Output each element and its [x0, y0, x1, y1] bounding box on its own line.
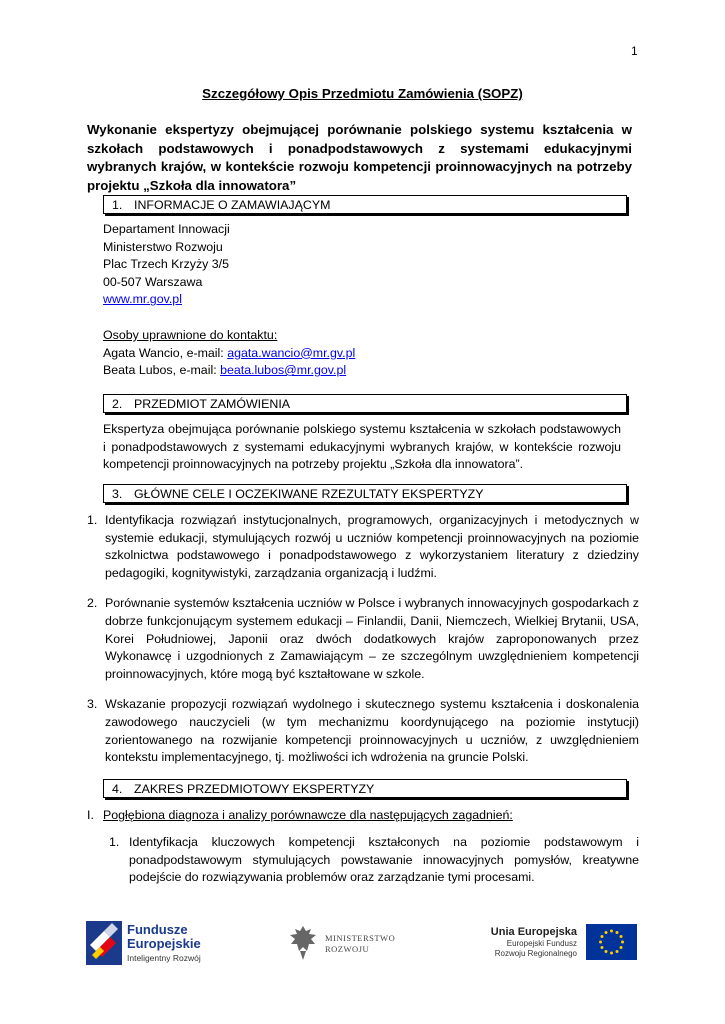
website-link[interactable]: www.mr.gov.pl [103, 292, 182, 307]
eagle-emblem-icon [287, 924, 319, 962]
document-title: Szczegółowy Opis Przedmiotu Zamówienia (SOPZ) [202, 86, 523, 101]
contractor-city: 00-507 Warszawa [103, 274, 203, 289]
document-subtitle: Wykonanie ekspertyzy obejmującej porównanie polskiego systemu kształcenia w szkołach podstawowych i ponadpodstawowych z systemami edukacyjnymi wybranych krajów, w kontekście rozwoju kompetencji proinnowacyjnych na potrzeby projektu „Szkoła dla innowatora” [87, 122, 632, 193]
contact-1-label: Agata Wancio, e-mail: [103, 345, 228, 360]
scope-heading: Pogłębiona diagnoza i analizy porównawcze dla następujących zagadnień: [103, 808, 513, 822]
eu-star-icon [605, 950, 608, 953]
scope-item-text: Identyfikacja kluczowych kompetencji kształconych na poziomie podstawowym i ponadpodstawowym stymulujących powstawanie innowacyjnych pomysłów, kreatywne podejście do rozwiązywania problemów oraz zarządzanie tymi procesami. [129, 835, 639, 885]
contact-2-email-link[interactable]: beata.lubos@mr.gov.pl [220, 363, 347, 378]
eu-star-icon [610, 952, 613, 955]
section-3-header [103, 484, 627, 503]
section-number: 1. [112, 198, 123, 212]
contractor-dept: Departament Innowacji [103, 222, 230, 236]
section-number: 3. [112, 487, 123, 501]
eu-star-icon [600, 935, 603, 938]
list-item [87, 512, 639, 582]
eu-line-1: Unia Europejska [490, 926, 577, 938]
section-1-header [103, 195, 627, 214]
contact-2-label: Beata Lubos, e-mail: [103, 363, 221, 378]
scope-item [103, 834, 639, 887]
list-item [87, 595, 639, 683]
section-title: INFORMACJE O ZAMAWIAJĄCYM [134, 198, 331, 212]
eu-star-icon [621, 941, 624, 944]
fe-line-2: Europejskie [127, 936, 201, 951]
eu-star-icon [610, 930, 613, 933]
list-item [87, 696, 639, 766]
mr-logo-text [325, 933, 395, 955]
eu-star-icon [616, 931, 619, 934]
contractor-street: Plac Trzech Krzyży 3/5 [103, 257, 230, 272]
fe-line-1: Fundusze [127, 922, 188, 937]
goals-list [87, 512, 639, 780]
contacts-heading: Osoby uprawnione do kontaktu: [103, 328, 278, 342]
scope-item-number: 1. [109, 835, 120, 849]
contact-1-email-link[interactable]: agata.wancio@mr.gv.pl [227, 345, 356, 360]
list-item-text: Porównanie systemów kształcenia uczniów w Polsce i wybranych innowacyjnych gospodarkach z dobrze funkcjonującym systemem edukacji – Finlandii, Danii, Niemczech, Wielkiej Brytanii, USA, Korei Południowej, Japonii oraz dwóch dodatkowych krajów zaproponowanych przez Wykonawcę i uzgodnionych z Zamawiającym – ze szczególnym uwzględnieniem kompetencji proinnowacyjnych, które mogą być kształtowane w szkole. [105, 596, 639, 681]
fe-line-3: Inteligentny Rozwój [127, 953, 201, 963]
fe-logo-text [127, 923, 201, 965]
eu-star-icon [620, 946, 623, 949]
eu-line-2: Europejski Fundusz [506, 939, 577, 948]
contacts-block [103, 327, 355, 380]
list-item-number: 1. [87, 513, 98, 527]
contractor-ministry: Ministerstwo Rozwoju [103, 239, 223, 254]
eu-logo-text [478, 925, 577, 959]
contractor-info [103, 221, 230, 309]
footer-logos [0, 919, 725, 969]
page-number: 1 [631, 44, 638, 58]
scope-roman-number: I. [87, 808, 94, 822]
scope-heading-row [87, 807, 513, 825]
eu-star-icon [605, 931, 608, 934]
section-number: 4. [112, 782, 123, 796]
fundusze-europejskie-logo-icon [86, 921, 122, 965]
eu-star-icon [600, 946, 603, 949]
section-4-header [103, 779, 627, 798]
eu-star-icon [620, 935, 623, 938]
section-number: 2. [112, 397, 123, 411]
eu-line-3: Rozwoju Regionalnego [494, 949, 577, 958]
eu-star-icon [599, 941, 602, 944]
mr-line-1: MINISTERSTWO [325, 933, 396, 943]
section-2-header [103, 394, 627, 413]
mr-line-2: ROZWOJU [325, 944, 370, 954]
section-title: ZAKRES PRZEDMIOTOWY EKSPERTYZY [134, 782, 375, 796]
subject-text: Ekspertyza obejmująca porównanie polskiego systemu kształcenia w szkołach podstawowych i ponadpodstawowych z systemami edukacyjnymi wybranych krajów, w kontekście rozwoju kompetencji proinnowacyjnych na potrzeby projektu „Szkoła dla innowatora”. [103, 422, 621, 472]
list-item-number: 2. [87, 596, 98, 611]
eu-star-icon [616, 950, 619, 953]
list-item-number: 3. [87, 697, 98, 712]
eu-flag-icon [586, 924, 637, 960]
section-title: PRZEDMIOT ZAMÓWIENIA [134, 397, 291, 411]
list-item-text: Wskazanie propozycji rozwiązań wydolnego i skutecznego systemu kształcenia i doskonalenia zawodowego nauczycieli (w tym mechanizmu koordynującego na poziomie instytucji) zorientowanego na rozwijanie kompetencji proinnowacyjnych u uczniów, z uwzględnieniem kontekstu implementacyjnego, tj. możliwości ich wdrożenia na gruncie Polski. [105, 697, 639, 765]
list-item-text: Identyfikacja rozwiązań instytucjonalnych, programowych, organizacyjnych i metodycznych w systemie edukacji, stymulujących rozwój u uczniów kompetencji proinnowacyjnych na poziomie szkolnictwa podstawowego i ponadpodstawowego z wykorzystaniem literatury z dziedziny pedagogiki, kognitywistyki, zarządzania organizacją i ludźmi. [105, 513, 639, 580]
section-title: GŁÓWNE CELE I OCZEKIWANE RZEZULTATY EKSPERTYZY [134, 487, 484, 501]
